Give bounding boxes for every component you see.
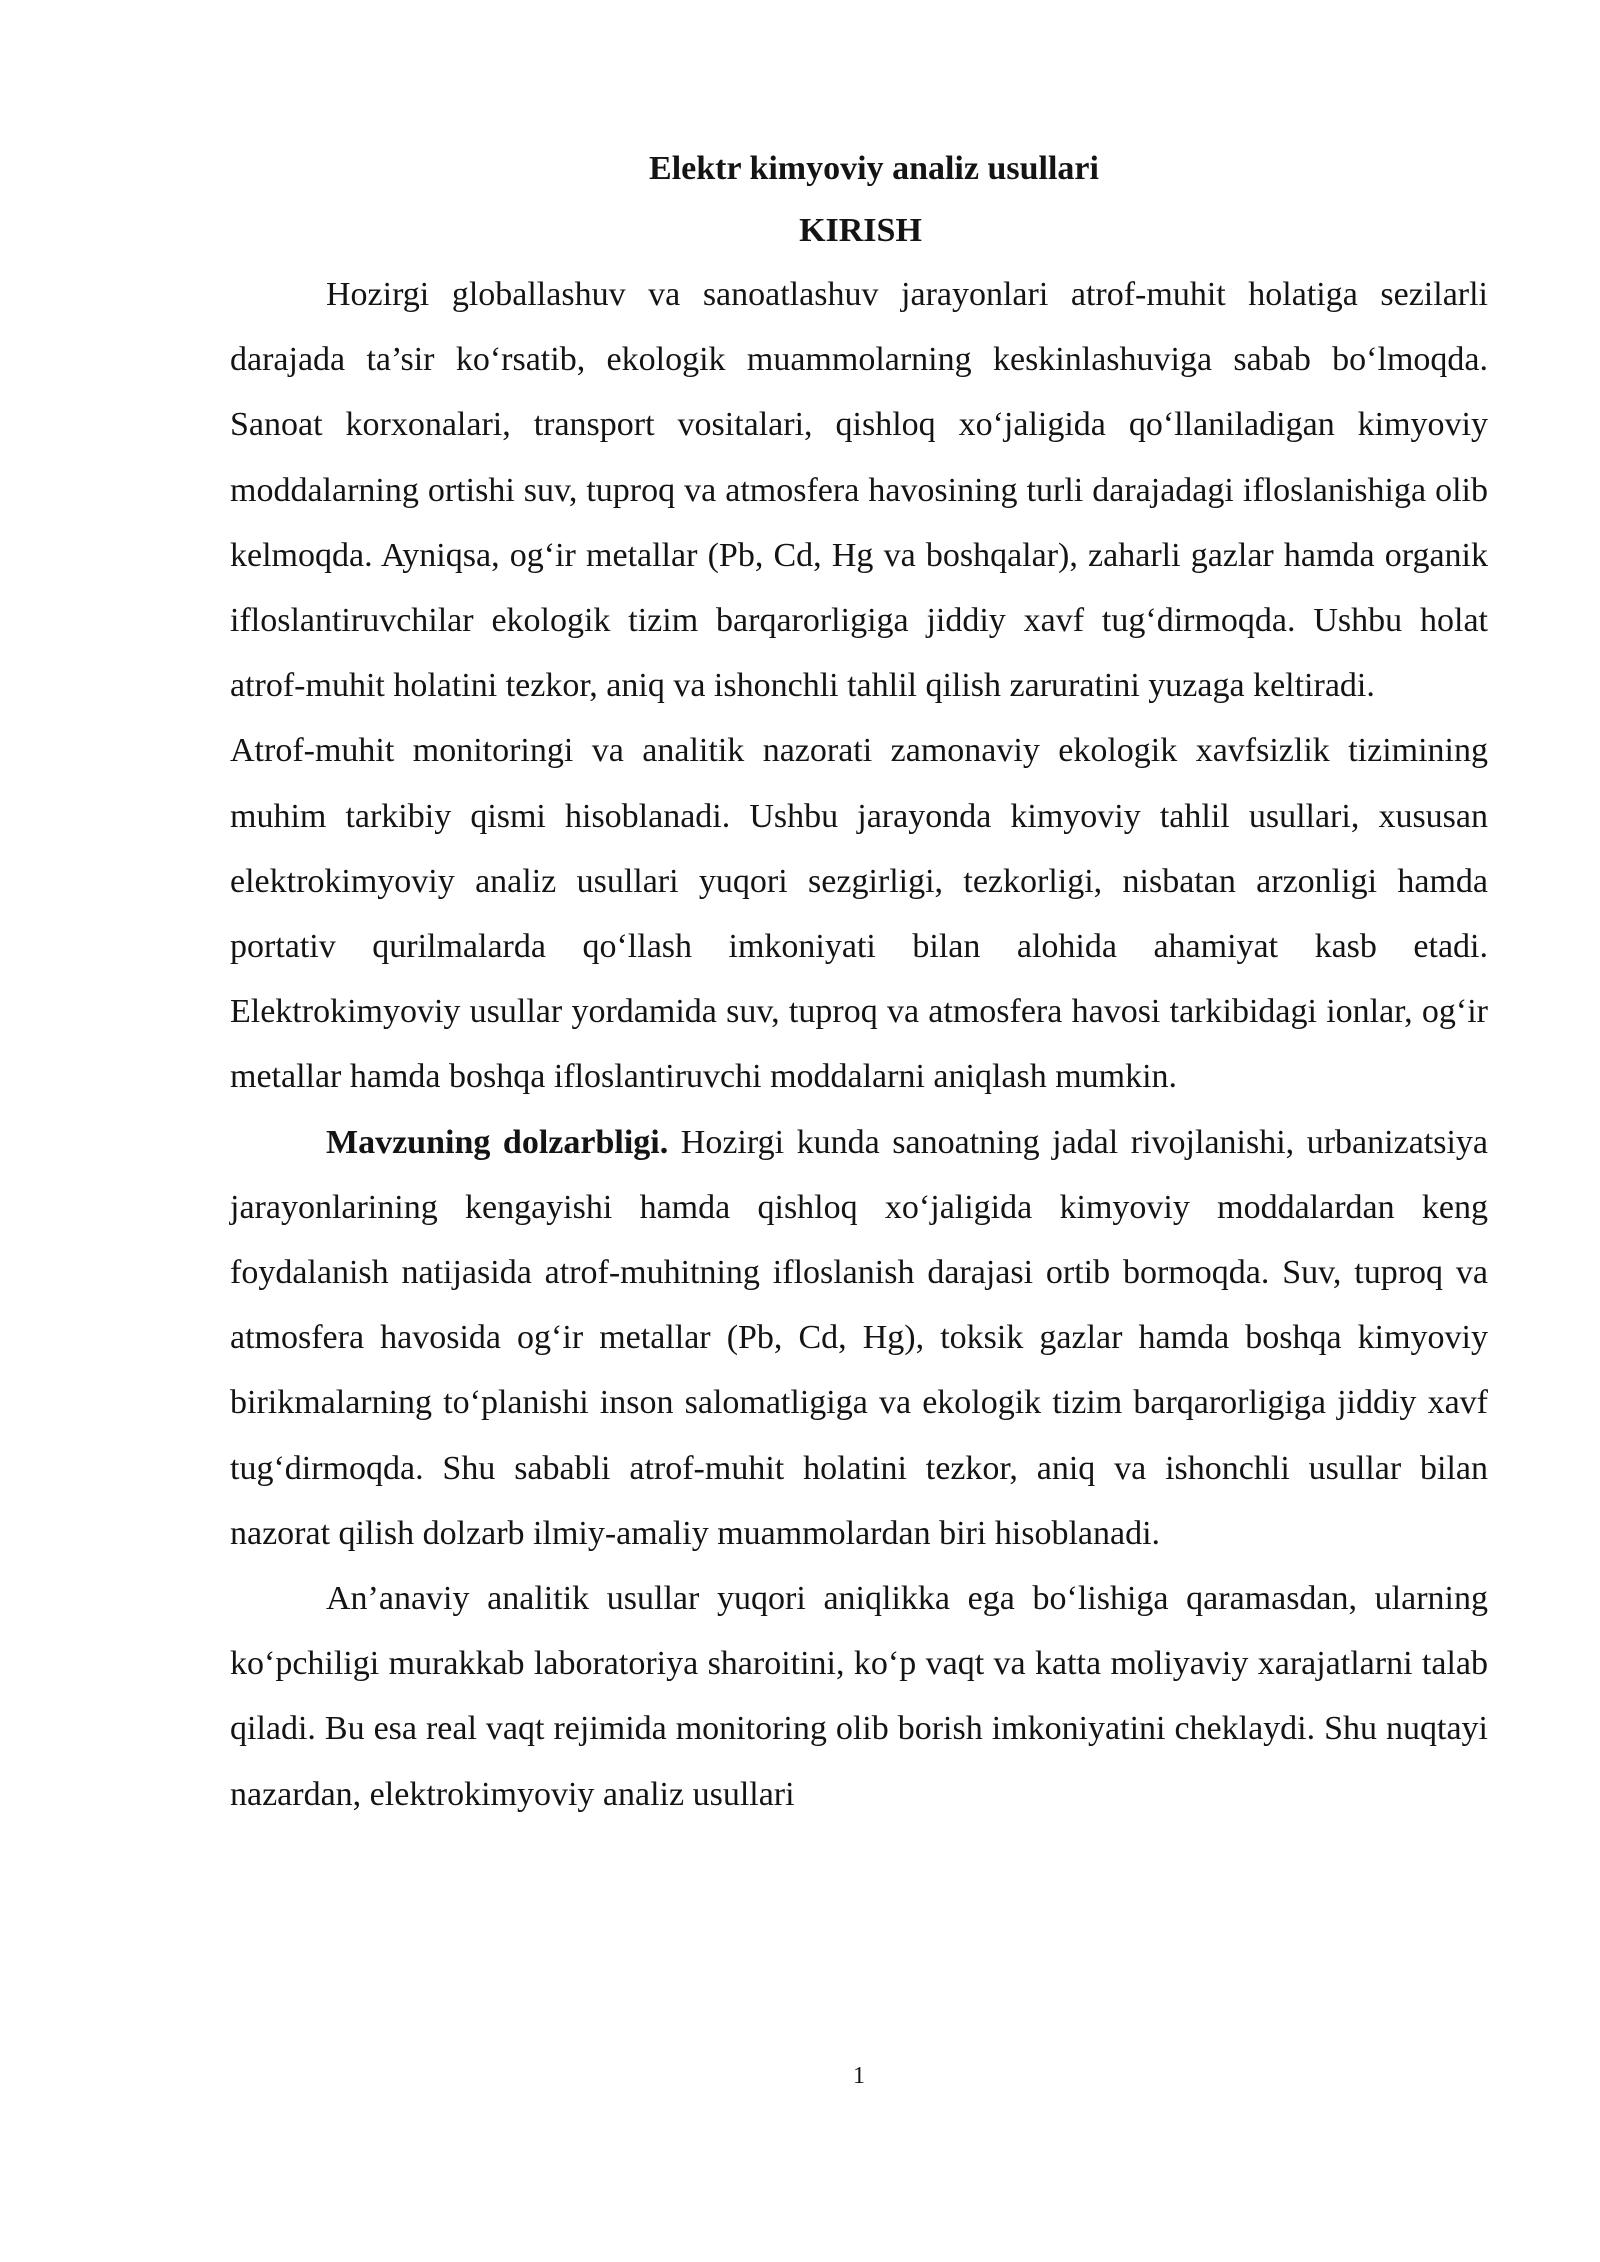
monitoring-paragraph: Atrof-muhit monitoringi va analitik nazorati zamonaviy ekologik xavfsizlik tizimining muhim tarkibiy qismi hisoblanadi. Ushbu jarayonda kimyoviy tahlil usullari, xususan elektrokimyoviy analiz usullari yuqori sezgirligi, tezkorligi, nisbatan arzonligi hamda portativ qurilmalarda qo‘llash imkoniyati bilan alohida ahamiyat kasb etadi. Elektrokimyoviy usullar yordamida suv, tuproq va atmosfera havosi tarkibidagi ionlar, og‘ir metallar hamda boshqa ifloslantiruvchi moddalarni aniqlash mumkin.: [230, 732, 1488, 1096]
document-title: Elektr kimyoviy analiz usullari: [649, 150, 1099, 187]
section-heading: KIRISH: [799, 212, 922, 249]
intro-paragraph: Hozirgi globallashuv va sanoatlashuv jarayonlari atrof-muhit holatiga sezilarli darajada ta’sir ko‘rsatib, ekologik muammolarning keskinlashuviga sabab bo‘lmoqda. Sanoat korxonalari, transport vositalari, qishloq xo‘jaligida qo‘llaniladigan kimyoviy moddalarning ortishi suv, tuproq va atmosfera havosining turli darajadagi ifloslanishiga olib kelmoqda. Ayniqsa, og‘ir metallar (Pb, Cd, Hg va boshqalar), zaharli gazlar hamda organik ifloslantiruvchilar ekologik tizim barqarorligiga jiddiy xavf tug‘dirmoqda. Ushbu holat atrof-muhit holatini tezkor, aniq va ishonchli tahlil qilish zaruratini yuzaga keltiradi.: [230, 276, 1488, 705]
closing-paragraph: An’anaviy analitik usullar yuqori aniqlikka ega bo‘lishiga qaramasdan, ularning ko‘pchiligi murakkab laboratoriya sharoitini, ko‘p vaqt va katta moliyaviy xarajatlarni talab qiladi. Bu esa real vaqt rejimida monitoring olib borish imkoniyatini cheklaydi. Shu nuqtayi nazardan, elektrokimyoviy analiz usullari: [230, 1580, 1488, 1813]
relevance-text: Hozirgi kunda sanoatning jadal rivojlanishi, urbanizatsiya jarayonlarining kengayishi hamda qishloq xo‘jaligida kimyoviy moddalardan keng foydalanish natijasida atrof-muhitning ifloslanish darajasi ortib bormoqda. Suv, tuproq va atmosfera havosida og‘ir metallar (Pb, Cd, Hg), toksik gazlar hamda boshqa kimyoviy birikmalarning to‘planishi inson salomatligiga va ekologik tizim barqarorligiga jiddiy xavf tug‘dirmoqda. Shu sababli atrof-muhit holatini tezkor, aniq va ishonchli usullar bilan nazorat qilish dolzarb ilmiy-amaliy muammolardan biri hisoblanadi.: [230, 1123, 1488, 1552]
page-number: 1: [853, 2063, 865, 2089]
page-content: [230, 150, 1488, 1827]
relevance-lead: Mavzuning dolzarbligi.: [326, 1123, 669, 1161]
relevance-paragraph: [230, 1110, 1488, 1566]
